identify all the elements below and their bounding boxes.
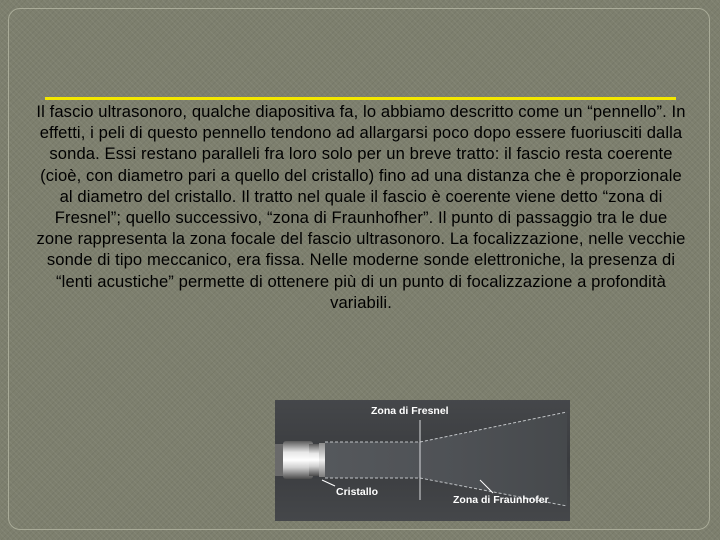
crystal [319,443,325,477]
label-zona-fresnel: Zona di Fresnel [371,405,449,417]
body-paragraph: Il fascio ultrasonoro, qualche diapositiva fa, lo abbiamo descritto come un “pennello”. In effetti, i peli di questo pennello tendono ad allargarsi poco dopo essere fuoriusciti dalla sonda. Essi restano paralleli fra loro solo per un breve tratto: il fascio resta coerente (cioè, con diametro pari a quello del cristallo) fino ad una distanza che è proporzionale al diametro del cristallo. Il tratto nel quale il fascio è coerente viene detto “zona di Fresnel”; quello successivo, “zona di Fraunhofher”. Il punto di passaggio tra le due zone rappresenta la zona focale del fascio ultrasonoro. La focalizzazione, nelle vecchie sonde di tipo meccanico, era fissa. Nelle moderne sonde elettroniche, la presenza di “lenti acustiche” permette di ottenere più di un punto di focalizzazione a profondità variabili. [36,102,686,312]
ultrasound-beam-figure [275,400,570,521]
title-rule [45,97,676,100]
label-cristallo: Cristallo [336,486,379,498]
probe [275,441,319,479]
label-zona-fraunhofer: Zona di Fraunhofer [453,494,549,506]
